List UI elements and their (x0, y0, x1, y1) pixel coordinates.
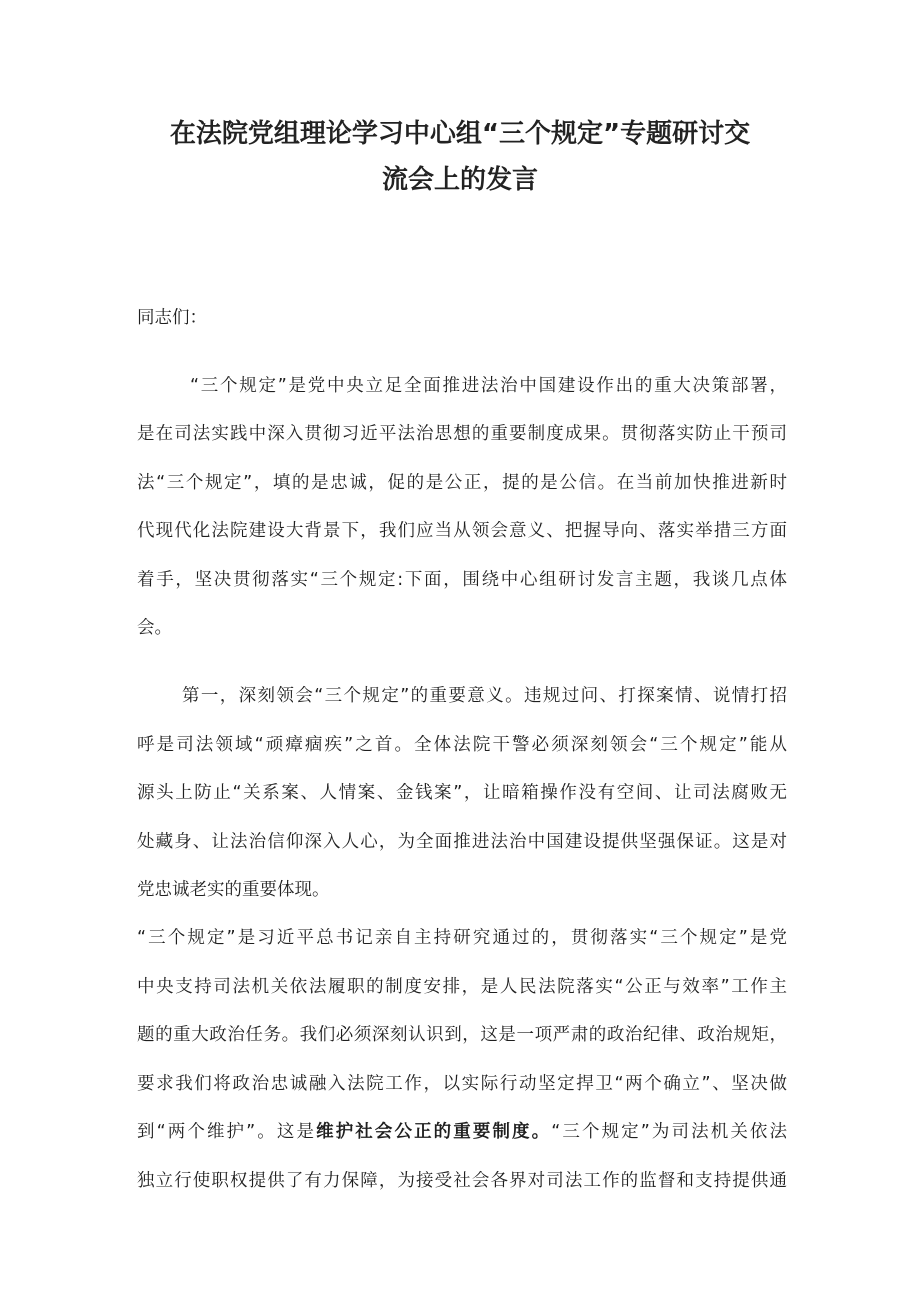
paragraph-3-line-6: 独立行使职权提供了有力保障，为接受社会各界对司法工作的监督和支持提供通 (137, 1171, 787, 1191)
paragraph-1-line-2: 是在司法实践中深入贯彻习近平法治思想的重要制度成果。贯彻落实防止干预司 (137, 424, 787, 444)
document-title-line-2: 流会上的发言 (381, 165, 538, 195)
paragraph-2-line-5: 党忠诚老实的重要体现。 (137, 880, 330, 900)
paragraph-3-line-5 (137, 1118, 787, 1146)
paragraph-2-line-2: 呼是司法领域“顽瘴痼疾”之首。全体法院干警必须深刻领会“三个规定”能从 (137, 735, 787, 755)
paragraph-3-line-5-text-after: “三个规定”为司法机关依法 (551, 1122, 787, 1142)
paragraph-3-line-3: 题的重大政治任务。我们必须深刻认识到，这是一项严肃的政治纪律、政治规矩， (137, 1025, 787, 1045)
paragraph-3-line-4: 要求我们将政治忠诚融入法院工作，以实际行动坚定捍卫“两个确立”、坚决做 (137, 1074, 787, 1094)
paragraph-1-line-1: “三个规定”是党中央立足全面推进法治中国建设作出的重大决策部署， (190, 376, 787, 396)
paragraph-1-line-3: 法“三个规定”，填的是忠诚，促的是公正，提的是公信。在当前加快推进新时 (137, 473, 787, 493)
document-title-line-1: 在法院党组理论学习中心组“三个规定”专题研讨交 (169, 119, 751, 149)
paragraph-1-line-4: 代现代化法院建设大背景下，我们应当从领会意义、把握导向、落实举措三方面 (137, 521, 787, 541)
paragraph-3-bold-phrase: 维护社会公正的重要制度。 (316, 1122, 552, 1142)
paragraph-3-line-2: 中央支持司法机关依法履职的制度安排，是人民法院落实“公正与效率”工作主 (137, 977, 787, 997)
paragraph-1-line-5: 着手，坚决贯彻落实“三个规定:下面，围绕中心组研讨发言主题，我谈几点体 (137, 570, 787, 590)
paragraph-1-line-6: 会。 (137, 618, 172, 638)
paragraph-3-line-5-text-before: 到“两个维护”。这是 (137, 1122, 317, 1142)
paragraph-2-line-4: 处藏身、让法治信仰深入人心，为全面推进法治中国建设提供坚强保证。这是对 (137, 832, 787, 852)
paragraph-3-line-1: “三个规定”是习近平总书记亲自主持研究通过的，贯彻落实“三个规定”是党 (137, 928, 787, 948)
paragraph-2-line-3: 源头上防止“关系案、人情案、金钱案”，让暗箱操作没有空间、让司法腐败无 (137, 783, 787, 803)
paragraph-2-line-1: 第一，深刻领会“三个规定”的重要意义。违规过问、打探案情、说情打招 (182, 686, 787, 706)
salutation: 同志们： (137, 308, 207, 328)
